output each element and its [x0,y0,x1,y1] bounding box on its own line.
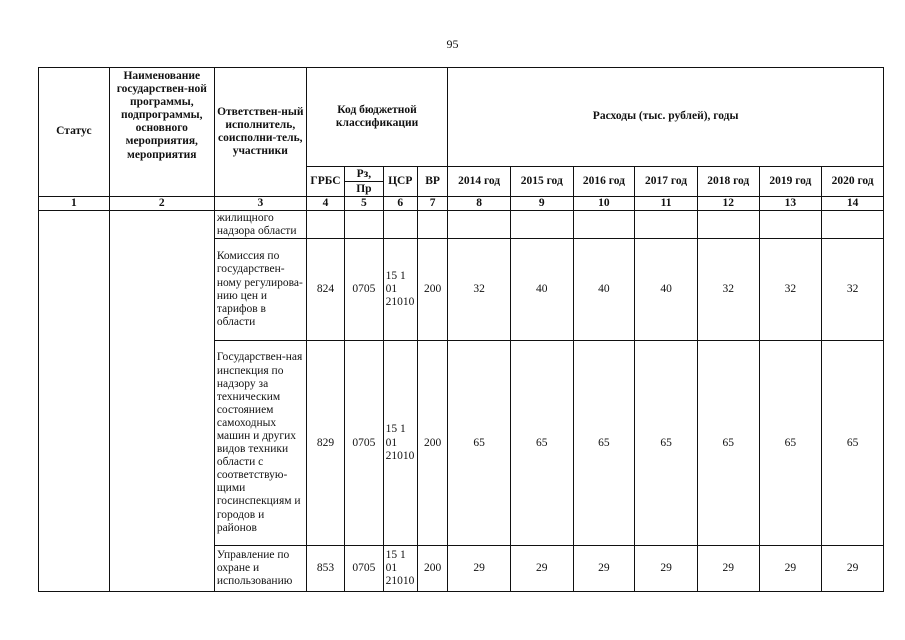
header-status: Статус [39,68,110,197]
column-number: 14 [822,197,884,211]
grbs-cell [306,211,344,239]
column-number: 3 [214,197,306,211]
header-year: 2018 год [697,167,759,197]
value-cell: 65 [759,341,822,546]
header-grbs: ГРБС [306,167,344,197]
rzpr-cell: 0705 [345,341,383,546]
header-responsible: Ответствен-ный исполнитель, соисполни-тель, участники [214,68,306,197]
csr-cell: 15 1 01 21010 [383,341,417,546]
header-budget-code: Код бюджетной классификации [306,68,447,167]
rzpr-cell [345,211,383,239]
header-pr: Пр [356,183,372,195]
column-number: 5 [345,197,383,211]
value-cell [573,211,635,239]
column-number: 4 [306,197,344,211]
value-cell [822,211,884,239]
status-cell [39,211,110,592]
value-cell [635,211,698,239]
responsible-cell: Государствен-ная инспекция по надзору за техническим состоянием самоходных машин и других видов техники области с соответствую-щими госинспекциям и городов и районов [214,341,306,546]
column-number: 13 [759,197,822,211]
column-number-row [39,197,884,211]
value-cell: 65 [635,341,698,546]
page-number: 95 [446,37,459,51]
column-number: 1 [39,197,110,211]
header-program-name: Наименование государствен-ной программы, подпрограммы, основного мероприятия, мероприятия [109,68,214,197]
column-number: 8 [448,197,511,211]
header-year: 2020 год [822,167,884,197]
vr-cell [417,211,447,239]
rzpr-cell: 0705 [345,239,383,341]
budget-table [38,67,884,592]
header-year: 2015 год [510,167,573,197]
value-cell: 65 [697,341,759,546]
csr-cell [383,211,417,239]
responsible-cell: Управление по охране и использованию [214,546,306,592]
table-row [39,211,884,239]
program-name-cell [109,211,214,592]
column-number: 11 [635,197,698,211]
column-number: 10 [573,197,635,211]
rzpr-cell: 0705 [345,546,383,592]
header-year: 2019 год [759,167,822,197]
csr-cell: 15 1 01 21010 [383,239,417,341]
vr-cell: 200 [417,341,447,546]
value-cell: 40 [635,239,698,341]
value-cell: 29 [635,546,698,592]
header-year: 2014 год [448,167,511,197]
value-cell: 32 [697,239,759,341]
header-year: 2016 год [573,167,635,197]
value-cell [697,211,759,239]
vr-cell: 200 [417,239,447,341]
responsible-cell: жилищного надзора области [214,211,306,239]
value-cell: 29 [759,546,822,592]
value-cell [448,211,511,239]
value-cell [510,211,573,239]
value-cell: 40 [573,239,635,341]
grbs-cell: 853 [306,546,344,592]
responsible-cell: Комиссия по государствен-ному регулирова-нию цен и тарифов в области [214,239,306,341]
vr-cell: 200 [417,546,447,592]
value-cell: 29 [448,546,511,592]
value-cell: 29 [822,546,884,592]
value-cell: 29 [573,546,635,592]
csr-cell: 15 1 01 21010 [383,546,417,592]
value-cell: 65 [448,341,511,546]
column-number: 9 [510,197,573,211]
header-expenses: Расходы (тыс. рублей), годы [448,68,884,167]
value-cell: 40 [510,239,573,341]
column-number: 7 [417,197,447,211]
grbs-cell: 824 [306,239,344,341]
header-vr: ВР [417,167,447,197]
header-year: 2017 год [635,167,698,197]
header-csr: ЦСР [383,167,417,197]
value-cell: 29 [510,546,573,592]
header-rz: Рз, [345,167,382,182]
value-cell: 65 [822,341,884,546]
value-cell: 32 [822,239,884,341]
grbs-cell: 829 [306,341,344,546]
column-number: 12 [697,197,759,211]
value-cell: 65 [573,341,635,546]
column-number: 2 [109,197,214,211]
value-cell: 32 [759,239,822,341]
header-rzpr [345,167,383,197]
column-number: 6 [383,197,417,211]
value-cell: 29 [697,546,759,592]
value-cell [759,211,822,239]
value-cell: 65 [510,341,573,546]
value-cell: 32 [448,239,511,341]
